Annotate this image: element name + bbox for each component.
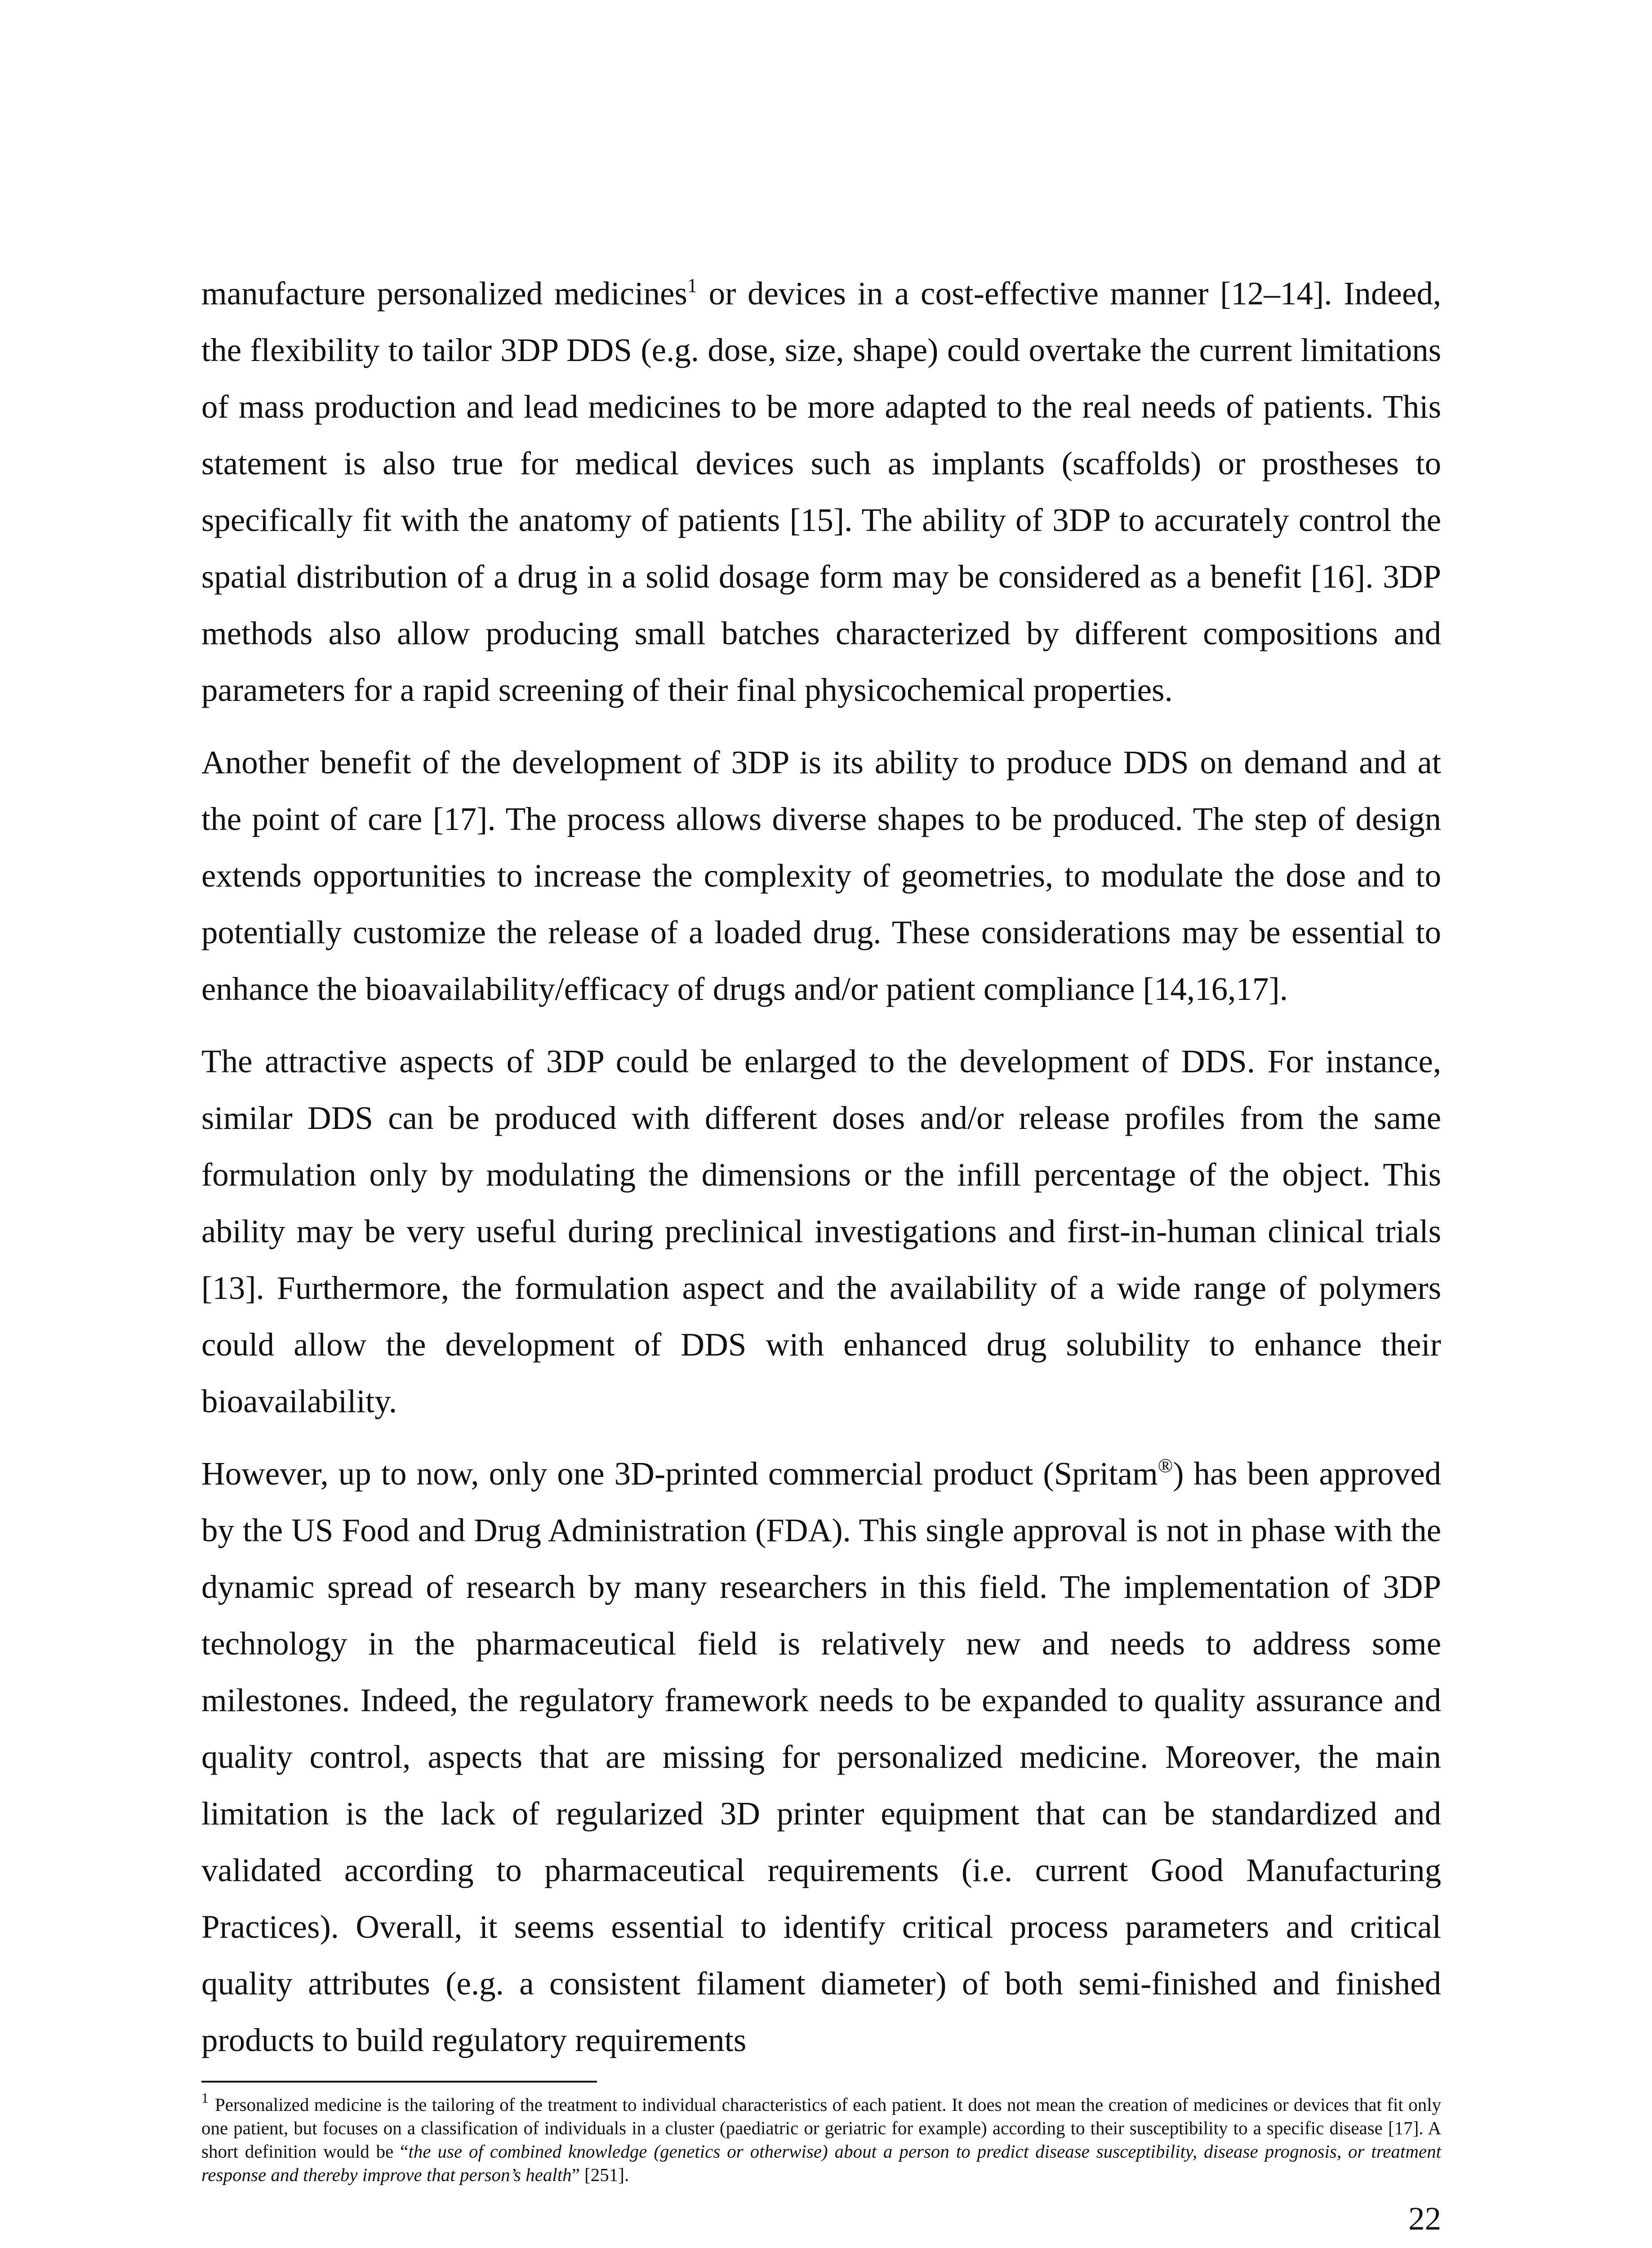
paragraph-4 — [201, 1445, 1441, 2069]
paragraph-1 — [201, 265, 1441, 718]
footnote-quote: the use of combined knowledge (genetics or otherwise) about a person to predict disease susceptibility, disease prognosis, or treatment response and thereby improve that person’s health — [201, 2141, 1441, 2185]
footnote-1 — [201, 2090, 1441, 2186]
page-number: 22 — [1408, 2200, 1441, 2237]
footnote-marker: 1 — [201, 2090, 209, 2106]
paragraph-1-text-a: manufacture personalized medicines — [201, 275, 687, 312]
footnote-text-before: Personalized medicine is the tailoring of the treatment to individual characteristics of each patient. It does not mean the creation of medicines or devices that fit only one patient, but focuses on a classification of individuals in a cluster (paediatric or geriatric for example) according to their susceptibility to a specific disease [17]. A short definition would be “ — [201, 2094, 1441, 2162]
paragraph-2: Another benefit of the development of 3DP is its ability to produce DDS on demand and at the point of care [17]. The process allows diverse shapes to be produced. The step of design extends opportunities to increase the complexity of geometries, to modulate the dose and to potentially customize the release of a loaded drug. These considerations may be essential to enhance the bioavailability/efficacy of drugs and/or patient compliance [14,16,17]. — [201, 744, 1441, 1007]
paragraph-4-text-a: However, up to now, only one 3D-printed commercial product (Spritam — [201, 1455, 1158, 1492]
paragraph-3: The attractive aspects of 3DP could be enlarged to the development of DDS. For instance, similar DDS can be produced with different doses and/or release profiles from the same formulation only by modulating the dimensions or the infill percentage of the object. This ability may be very useful during preclinical investigations and first-in-human clinical trials [13]. Furthermore, the formulation aspect and the availability of a wide range of polymers could allow the development of DDS with enhanced drug solubility to enhance their bioavailability. — [201, 1043, 1441, 1419]
footnote-text-after: ” [251]. — [571, 2164, 629, 2185]
paragraph-1-text-b: or devices in a cost-effective manner [12–14]. Indeed, the flexibility to tailor 3DP DDS (e.g. dose, size, shape) could overtake the current limitations of mass production and lead medicines to be more adapted to the real needs of patients. This statement is also true for medical devices such as implants (scaffolds) or prostheses to specifically fit with the anatomy of patients [15]. The ability of 3DP to accurately control the spatial distribution of a drug in a solid dosage form may be considered as a benefit [16]. 3DP methods also allow producing small batches characterized by different compositions and parameters for a rapid screening of their final physicochemical properties. — [201, 275, 1441, 708]
body-text — [201, 265, 1441, 2069]
paragraph-4-text-b: ) has been approved by the US Food and Drug Administration (FDA). This single approval is not in phase with the dynamic spread of research by many researchers in this field. The implementation of 3DP technology in the pharmaceutical field is relatively new and needs to address some milestones. Indeed, the regulatory framework needs to be expanded to quality assurance and quality control, aspects that are missing for personalized medicine. Moreover, the main limitation is the lack of regularized 3D printer equipment that can be standardized and validated according to pharmaceutical requirements (i.e. current Good Manufacturing Practices). Overall, it seems essential to identify critical process parameters and critical quality attributes (e.g. a consistent filament diameter) of both semi-finished and finished products to build regulatory requirements — [201, 1455, 1441, 2058]
registered-trademark-mark: ® — [1158, 1454, 1173, 1477]
footnote-reference-1[interactable]: 1 — [687, 274, 697, 297]
footnote-separator — [201, 2081, 597, 2083]
